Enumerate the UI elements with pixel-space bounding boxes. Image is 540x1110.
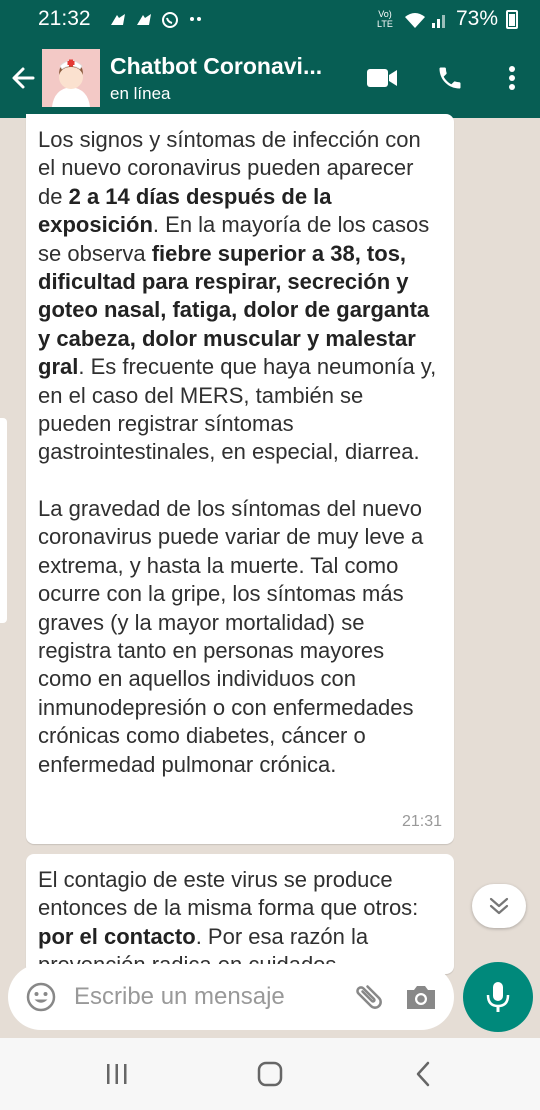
voice-message-button[interactable]: [463, 962, 533, 1032]
paragraph-gap: [38, 467, 442, 495]
message-bold-text: 2 a 14 días después de la exposición: [38, 183, 332, 238]
status-left: [38, 7, 205, 31]
message-timestamp: 21:31: [401, 812, 442, 830]
whatsapp-notification-icon: [161, 11, 179, 27]
message-bubble[interactable]: [26, 114, 454, 844]
message-input-pill[interactable]: [8, 964, 454, 1030]
header-actions: [348, 48, 540, 108]
home-button[interactable]: [240, 1044, 300, 1104]
more-notifications-icon: [187, 11, 205, 27]
video-camera-icon: [366, 67, 398, 89]
message-text: El contagio de este virus se produce entonces de la misma forma que otros:: [38, 867, 419, 921]
status-time: 21:32: [38, 7, 91, 30]
network-label: Vo) LTE: [377, 9, 393, 29]
composer: [0, 956, 540, 1038]
navigation-bar: [0, 1038, 540, 1110]
chat-title: Chatbot Coronavi...: [110, 53, 323, 79]
back-button[interactable]: [0, 48, 46, 108]
avatar[interactable]: [42, 49, 100, 107]
chat-title-block[interactable]: [110, 52, 342, 104]
battery-percentage: 73%: [455, 7, 498, 30]
emoji-button[interactable]: [24, 980, 58, 1014]
back-nav-button[interactable]: [393, 1044, 453, 1104]
home-icon: [256, 1060, 284, 1088]
arrow-left-icon: [9, 64, 37, 92]
message-paragraph: [38, 495, 442, 779]
video-call-button[interactable]: [348, 48, 416, 108]
microphone-icon: [485, 980, 511, 1014]
message-text: Los signos y síntomas de infección con el nuevo coronavirus pueden aparecer de: [38, 127, 421, 209]
signal-icon: [430, 11, 448, 27]
scroll-to-bottom-button[interactable]: [472, 884, 526, 928]
double-chevron-down-icon: [488, 896, 510, 916]
chat-area[interactable]: [0, 118, 540, 956]
voice-call-button[interactable]: [416, 48, 484, 108]
camera-icon: [404, 982, 438, 1012]
more-options-button[interactable]: [484, 48, 540, 108]
paperclip-icon: [352, 980, 386, 1014]
wifi-icon: [404, 11, 422, 27]
chevron-left-icon: [413, 1060, 433, 1088]
status-bar: [0, 0, 540, 38]
message-text: . En la mayoría de los casos se observa: [38, 212, 430, 266]
message-bold-text: por el contacto: [38, 923, 196, 949]
notification-icon: [109, 11, 127, 27]
scroll-indicator[interactable]: [0, 418, 7, 623]
message-text: . Por esa razón la: [195, 923, 369, 949]
camera-button[interactable]: [404, 980, 438, 1014]
recent-apps-icon: [104, 1062, 130, 1086]
message-paragraph: [38, 126, 442, 467]
message-input[interactable]: Escribe un mensaje: [74, 983, 285, 1010]
chat-header: [0, 38, 540, 118]
battery-icon: [506, 10, 518, 29]
recent-apps-button[interactable]: [87, 1044, 147, 1104]
emoji-icon: [25, 981, 57, 1013]
attach-button[interactable]: [352, 980, 386, 1014]
status-right: [374, 7, 518, 31]
notification-icon: [135, 11, 153, 27]
phone-icon: [436, 64, 464, 92]
more-vert-icon: [508, 65, 516, 91]
chat-status: en línea: [110, 84, 171, 103]
message-text: . Es frecuente que haya neumonía y, en el caso del MERS, también se pueden registrar síntomas gastrointestinales, en especial, diarrea.: [38, 354, 437, 465]
message-text: La gravedad de los síntomas del nuevo coronavirus puede variar de muy leve a extrema, y hasta la muerte. Tal como ocurre con la gripe, los síntomas más graves (y la mayor mortalidad) se registra tanto en personas mayores como en aquellos individuos con inmunodepresión o con enfermedades crónicas como diabetes, cáncer o enfermedad pulmonar crónica.: [38, 495, 424, 777]
message-bold-text: fiebre superior a 38, tos, dificultad para respirar, secreción y goteo nasal, fatiga, dolor de garganta y cabeza, dolor muscular y malestar gral: [38, 240, 430, 380]
